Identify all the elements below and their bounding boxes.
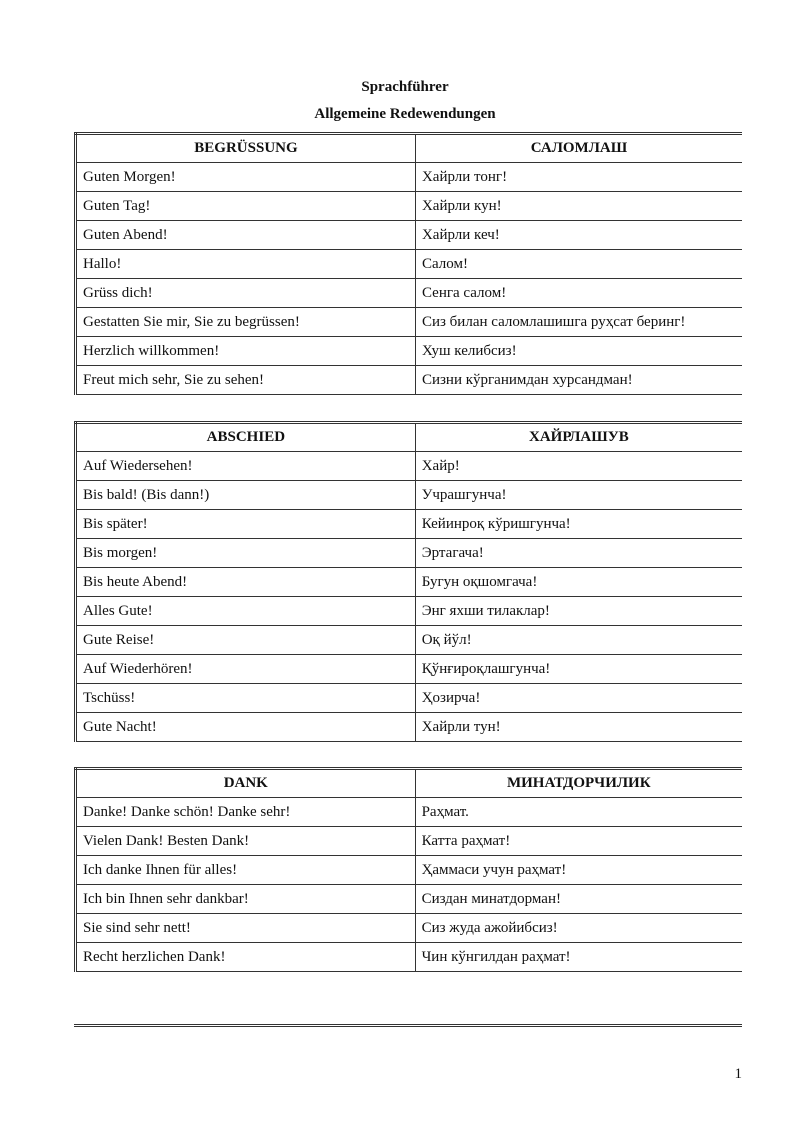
phrase-german: Auf Wiedersehen! [76, 452, 416, 481]
phrase-uzbek: Салом! [415, 250, 742, 279]
table-row [76, 221, 743, 250]
phrase-uzbek: Сизни кўрганимдан хурсандман! [415, 366, 742, 395]
phrase-german: Grüss dich! [76, 279, 416, 308]
table-row [76, 827, 743, 856]
phrase-german: Alles Gute! [76, 597, 416, 626]
phrase-german: Recht herzlichen Dank! [76, 943, 416, 972]
phrase-uzbek: Сиз жуда ажойибсиз! [415, 914, 742, 943]
phrase-german: Sie sind sehr nett! [76, 914, 416, 943]
phrase-uzbek: Хуш келибсиз! [415, 337, 742, 366]
phrase-german: Gute Nacht! [76, 713, 416, 742]
phrase-german: Guten Morgen! [76, 163, 416, 192]
phrase-german: Ich bin Ihnen sehr dankbar! [76, 885, 416, 914]
column-header-german: DANK [76, 769, 416, 798]
phrase-german: Hallo! [76, 250, 416, 279]
table-row [76, 337, 743, 366]
table-row [76, 510, 743, 539]
phrase-uzbek: Эртагача! [415, 539, 742, 568]
phrase-german: Ich danke Ihnen für alles! [76, 856, 416, 885]
table-row [76, 192, 743, 221]
table-row [76, 684, 743, 713]
table-row [76, 163, 743, 192]
greeting-table [74, 132, 742, 395]
phrase-uzbek: Ҳозирча! [415, 684, 742, 713]
phrase-uzbek: Раҳмат. [415, 798, 742, 827]
phrase-uzbek: Қўнғироқлашгунча! [415, 655, 742, 684]
phrase-uzbek: Кейинроқ кўришгунча! [415, 510, 742, 539]
phrase-german: Bis später! [76, 510, 416, 539]
table-row [76, 539, 743, 568]
phrase-uzbek: Сенга салом! [415, 279, 742, 308]
table-row [76, 452, 743, 481]
table-row [76, 308, 743, 337]
phrase-german: Gute Reise! [76, 626, 416, 655]
table-row [76, 713, 743, 742]
phrase-german: Danke! Danke schön! Danke sehr! [76, 798, 416, 827]
page-number: 1 [734, 1066, 742, 1082]
table-row [76, 250, 743, 279]
table-row [76, 568, 743, 597]
phrase-uzbek: Хайр! [415, 452, 742, 481]
phrase-uzbek: Хайрли тун! [415, 713, 742, 742]
phrase-german: Herzlich willkommen! [76, 337, 416, 366]
phrase-german: Gestatten Sie mir, Sie zu begrüssen! [76, 308, 416, 337]
phrase-uzbek: Ҳаммаси учун раҳмат! [415, 856, 742, 885]
table-row [76, 798, 743, 827]
phrase-german: Bis heute Abend! [76, 568, 416, 597]
phrase-uzbek: Чин кўнгилдан раҳмат! [415, 943, 742, 972]
phrase-uzbek: Энг яхши тилаклар! [415, 597, 742, 626]
table-row [76, 856, 743, 885]
column-header-german: ABSCHIED [76, 423, 416, 452]
column-header-uzbek: ХАЙРЛАШУВ [415, 423, 742, 452]
phrase-uzbek: Сиздан минатдорман! [415, 885, 742, 914]
table-header-row [76, 423, 743, 452]
phrase-uzbek: Сиз билан саломлашишга руҳсат беринг! [415, 308, 742, 337]
phrase-german: Guten Tag! [76, 192, 416, 221]
phrase-german: Vielen Dank! Besten Dank! [76, 827, 416, 856]
page-subtitle: Allgemeine Redewendungen [314, 106, 496, 122]
phrase-german: Bis morgen! [76, 539, 416, 568]
table-row [76, 279, 743, 308]
phrase-german: Auf Wiederhören! [76, 655, 416, 684]
table-row [76, 481, 743, 510]
table-row [76, 655, 743, 684]
phrase-uzbek: Хайрли кеч! [415, 221, 742, 250]
phrase-uzbek: Катта раҳмат! [415, 827, 742, 856]
table-header-row [76, 769, 743, 798]
table-row [76, 366, 743, 395]
phrase-uzbek: Хайрли кун! [415, 192, 742, 221]
farewell-table [74, 421, 742, 742]
phrase-uzbek: Хайрли тонг! [415, 163, 742, 192]
table-row [76, 597, 743, 626]
table-row [76, 885, 743, 914]
phrase-uzbek: Оқ йўл! [415, 626, 742, 655]
phrase-german: Tschüss! [76, 684, 416, 713]
phrase-german: Freut mich sehr, Sie zu sehen! [76, 366, 416, 395]
phrase-german: Guten Abend! [76, 221, 416, 250]
table-row [76, 943, 743, 972]
table-row [76, 914, 743, 943]
bottom-divider [74, 1024, 742, 1027]
page-title: Sprachführer [361, 79, 449, 95]
phrase-uzbek: Учрашгунча! [415, 481, 742, 510]
phrase-uzbek: Бугун оқшомгача! [415, 568, 742, 597]
column-header-uzbek: МИНАТДОРЧИЛИК [415, 769, 742, 798]
table-header-row [76, 134, 743, 163]
phrase-german: Bis bald! (Bis dann!) [76, 481, 416, 510]
column-header-uzbek: САЛОМЛАШ [415, 134, 742, 163]
thanks-table [74, 767, 742, 972]
table-row [76, 626, 743, 655]
column-header-german: BEGRÜSSUNG [76, 134, 416, 163]
